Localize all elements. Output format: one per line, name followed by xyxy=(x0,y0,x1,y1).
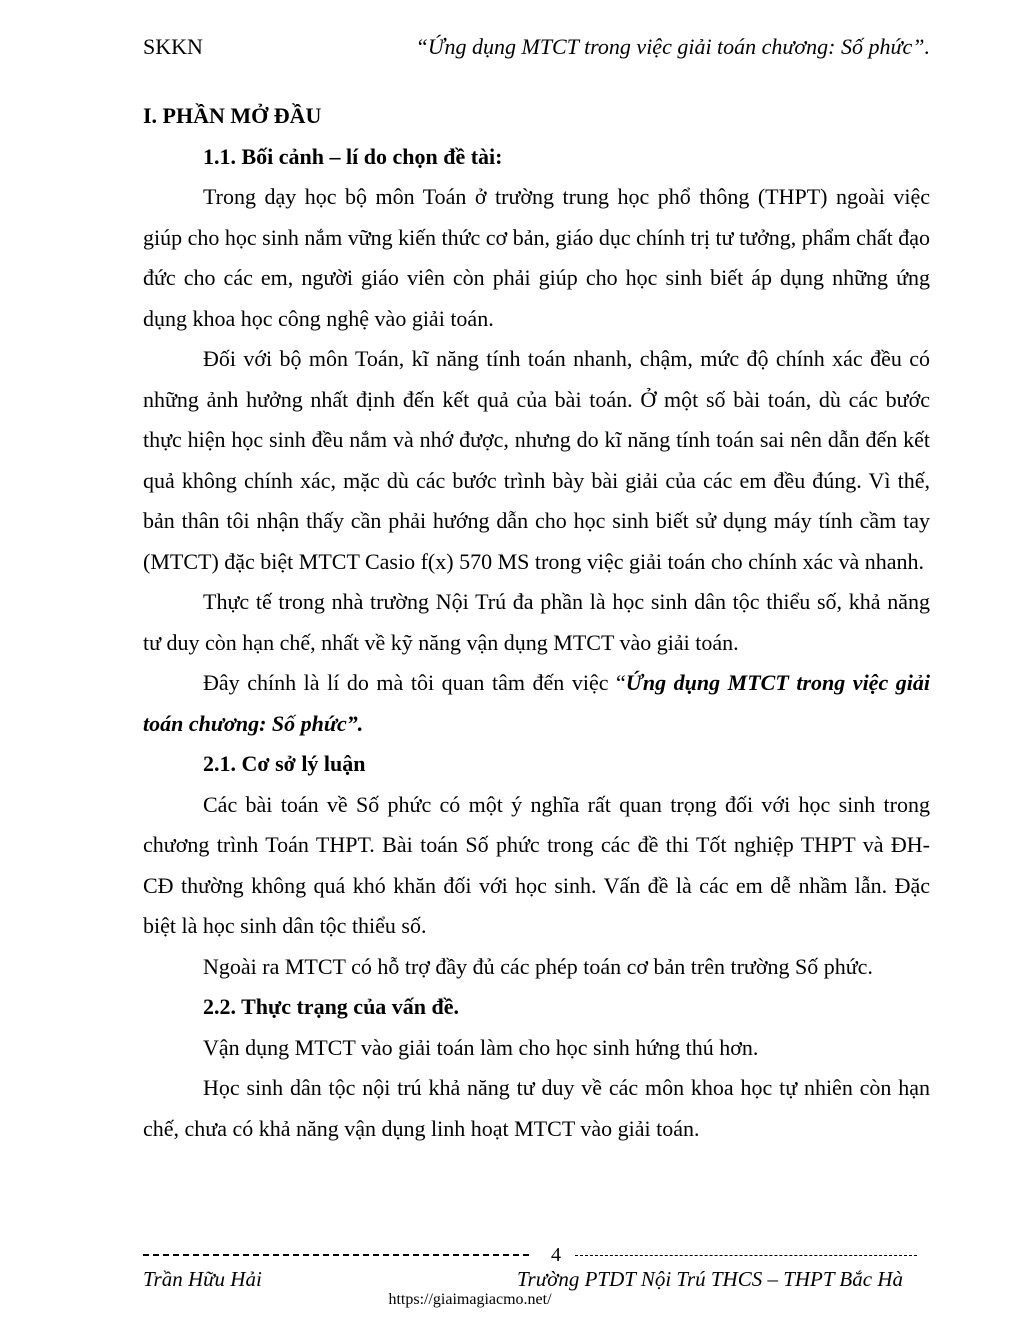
document-body xyxy=(143,96,930,1149)
paragraph-4 xyxy=(143,663,930,744)
paragraph-7: Vận dụng MTCT vào giải toán làm cho học sinh hứng thú hơn. xyxy=(203,1034,759,1060)
section-title: I. PHẦN MỞ ĐẦU xyxy=(143,103,322,128)
paragraph-4-text: Đây chính là lí do mà tôi quan tâm đến việc “ xyxy=(203,670,626,695)
paragraph-1: Trong dạy học bộ môn Toán ở trường trung học phổ thông (THPT) ngoài việc giúp cho học sinh nắm vững kiến thức cơ bản, giáo dục chính trị tư tưởng, phẩm chất đạo đức cho các em, người giáo viên còn phải giúp cho học sinh biết áp dụng những ứng dụng khoa học công nghệ vào giải toán. xyxy=(143,184,931,331)
footer-author: Trần Hữu Hải xyxy=(143,1267,262,1291)
paragraph-4-emphasis: Ứng dụng MTCT trong việc giải toán chương: Số phức”. xyxy=(143,670,930,736)
subsection-2-1-heading: 2.1. Cơ sở lý luận xyxy=(203,751,366,776)
footer-dash-left xyxy=(143,1254,529,1256)
paragraph-3: Thực tế trong nhà trường Nội Trú đa phần là học sinh dân tộc thiểu số, khả năng tư duy còn hạn chế, nhất về kỹ năng vận dụng MTCT vào giải toán. xyxy=(143,589,930,655)
subsection-2-2-heading: 2.2. Thực trạng của vấn đề. xyxy=(203,994,460,1019)
page-number: 4 xyxy=(551,1244,561,1266)
page-header xyxy=(143,34,930,64)
footer-dash-right xyxy=(575,1255,917,1256)
header-doc-title: “Ứng dụng MTCT trong việc giải toán chương: Số phức”. xyxy=(415,34,930,59)
paragraph-5: Các bài toán về Số phức có một ý nghĩa rất quan trọng đối với học sinh trong chương trình Toán THPT. Bài toán Số phức trong các đề thi Tốt nghiệp THPT và ĐH-CĐ thường không quá khó khăn đối với học sinh. Vấn đề là các em dễ nhầm lẫn. Đặc biệt là học sinh dân tộc thiểu số. xyxy=(143,791,930,938)
page-footer xyxy=(143,1267,903,1293)
paragraph-8: Học sinh dân tộc nội trú khả năng tư duy về các môn khoa học tự nhiên còn hạn chế, chưa có khả năng vận dụng linh hoạt MTCT vào giải toán. xyxy=(143,1075,930,1141)
header-doc-type: SKKN xyxy=(143,34,203,59)
footer-divider xyxy=(143,1243,930,1267)
footer-school: Trường PTDT Nội Trú THCS – THPT Bắc Hà xyxy=(517,1267,903,1291)
footer-url: https://giaimagiacmo.net/ xyxy=(388,1291,552,1308)
paragraph-6: Ngoài ra MTCT có hỗ trợ đầy đủ các phép toán cơ bản trên trường Số phức. xyxy=(203,953,873,979)
subsection-1-1-heading: 1.1. Bối cảnh – lí do chọn đề tài: xyxy=(203,143,503,169)
paragraph-2: Đối với bộ môn Toán, kĩ năng tính toán nhanh, chậm, mức độ chính xác đều có những ảnh hưởng nhất định đến kết quả của bài toán. Ở một số bài toán, dù các bước thực hiện học sinh đều nắm và nhớ được, nhưng do kĩ năng tính toán sai nên dẫn đến kết quả không chính xác, mặc dù các bước trình bày bài giải của các em đều đúng. Vì thế, bản thân tôi nhận thấy cần phải hướng dẫn cho học sinh biết sử dụng máy tính cầm tay (MTCT) đặc biệt MTCT Casio f(x) 570 MS trong việc giải toán cho chính xác và nhanh. xyxy=(143,346,930,574)
